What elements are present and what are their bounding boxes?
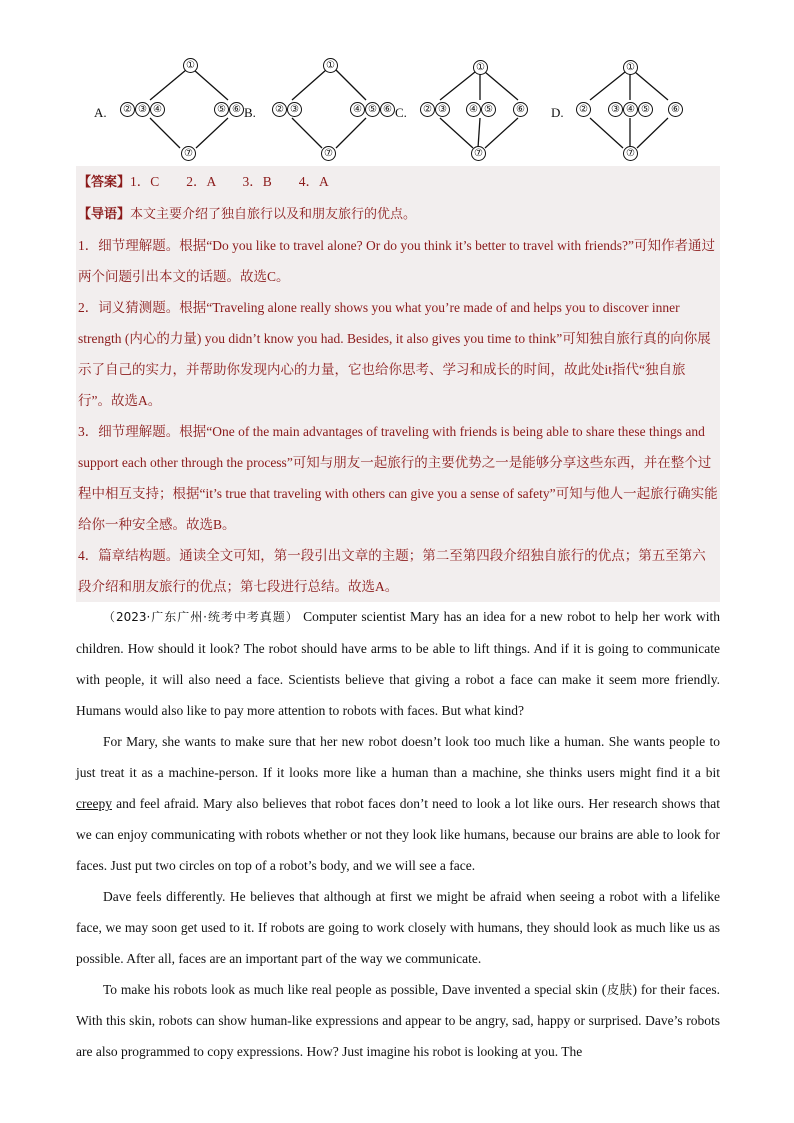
option-c-label: C. xyxy=(395,105,407,120)
paragraph-4-text-a: To make his robots look as much like real people as possible, Dave invented a special skin ( xyxy=(103,982,607,997)
paragraph-2-text-b: and feel afraid. Mary also believes that robot faces don’t need to look a lot like ours. Her research shows that we can enjoy communicating with robots whether or not they look like humans, because our brains are able to look for faces. Just put two circles on top of a robot’s body, and we will see a face. xyxy=(76,796,720,873)
paragraph-4-text-b: ) for their faces. With this skin, robots can show human-like expressions and appear to be angry, sad, happy or surprised. Dave’s robots are also programmed to copy expressions. How? Just imagine his robot is looking at you. The xyxy=(76,982,720,1059)
node-5: ⑤ xyxy=(214,102,229,117)
answer-tag: 【答案】 xyxy=(78,175,131,190)
option-a-label: A. xyxy=(94,105,107,120)
underlined-word: creepy xyxy=(76,796,112,811)
node-6: ⑥ xyxy=(513,102,528,117)
node-2: ② xyxy=(576,102,591,117)
node-1: ① xyxy=(183,58,198,73)
option-d-label: D. xyxy=(551,105,564,120)
node-2: ② xyxy=(120,102,135,117)
explanation-q4: 4．篇章结构题。通读全文可知，第一段引出文章的主题；第二至第四段介绍独自旅行的优点；第五至第六段介绍和朋友旅行的优点；第七段进行总结。故选A。 xyxy=(78,548,706,594)
node-6: ⑥ xyxy=(380,102,395,117)
node-3: ③ xyxy=(608,102,623,117)
node-4: ④ xyxy=(350,102,365,117)
node-2: ② xyxy=(420,102,435,117)
explanation-q1: 1．细节理解题。根据“Do you like to travel alone? Or do you think it’s better to travel with friends?”可知作者通过两个问题引出本文的话题。故选C。 xyxy=(78,238,716,284)
node-3: ③ xyxy=(435,102,450,117)
node-2: ② xyxy=(272,102,287,117)
paragraph-4-chinese: 皮肤 xyxy=(606,982,633,997)
guide-tag: 【导语】 xyxy=(78,207,131,222)
paragraph-2-text-a: For Mary, she wants to make sure that her new robot doesn’t look too much like a human. She wants people to just treat it as a machine-person. If it looks more like a human than a machine, she thinks users might find it a bit xyxy=(76,734,720,780)
guide-line xyxy=(76,198,720,230)
node-4: ④ xyxy=(623,102,638,117)
node-4: ④ xyxy=(150,102,165,117)
node-1: ① xyxy=(623,60,638,75)
node-1: ① xyxy=(473,60,488,75)
node-6: ⑥ xyxy=(668,102,683,117)
structure-diagrams xyxy=(80,56,720,168)
passage-source: （2023·广东广州·统考中考真题） xyxy=(103,610,299,624)
node-1: ① xyxy=(323,58,338,73)
node-4: ④ xyxy=(466,102,481,117)
paragraph-1-text: Computer scientist Mary has an idea for a new robot to help her work with children. How should it look? The robot should have arms to be able to lift things. And if it is going to communicate with people, it will also need a face. Scientists believe that giving a robot a face can make it seem more friendly. Humans would also like to pay more attention to robots with faces. But what kind? xyxy=(76,609,721,718)
passage-paragraph-2 xyxy=(76,726,720,881)
node-5: ⑤ xyxy=(638,102,653,117)
passage-paragraph-1 xyxy=(76,601,720,726)
node-3: ③ xyxy=(135,102,150,117)
node-7: ⑦ xyxy=(623,146,638,161)
node-6: ⑥ xyxy=(229,102,244,117)
node-7: ⑦ xyxy=(321,146,336,161)
answer-section xyxy=(76,166,720,602)
node-3: ③ xyxy=(287,102,302,117)
node-7: ⑦ xyxy=(181,146,196,161)
reading-passage xyxy=(76,601,720,1067)
answer-values: 1．C 2．A 3．B 4．A xyxy=(130,174,329,189)
explanation-q2: 2．词义猜测题。根据“Traveling alone really shows you what you’re made of and helps you to discover inner strength (内心的力量) you didn’t know you had. Besides, it also gives you time to think”可知独自旅行真的向你展示了自己的实力，并帮助你发现内心的力量，它也给你思考、学习和成长的时间，故此处it指代“独自旅行”。故选A。 xyxy=(78,300,711,408)
node-5: ⑤ xyxy=(365,102,380,117)
explanation-q3: 3．细节理解题。根据“One of the main advantages of traveling with friends is being able to share these things and support each other through the process”可知与朋友一起旅行的主要优势之一是能够分享这些东西，并在整个过程中相互支持；根据“it’s true that traveling with others can give you a sense of safety”可知与他人一起旅行确实能给你一种安全感。故选B。 xyxy=(78,424,718,532)
passage-paragraph-4 xyxy=(76,974,720,1067)
passage-paragraph-3: Dave feels differently. He believes that although at first we might be afraid when seeing a robot with a lifelike face, we may soon get used to it. If robots are going to work closely with humans, they should look as much like us as possible. After all, faces are an important part of the way we communicate. xyxy=(76,889,720,966)
guide-text: 本文主要介绍了独自旅行以及和朋友旅行的优点。 xyxy=(130,207,417,222)
node-7: ⑦ xyxy=(471,146,486,161)
node-5: ⑤ xyxy=(481,102,496,117)
option-b-label: B. xyxy=(244,105,256,120)
answer-line xyxy=(76,166,720,198)
